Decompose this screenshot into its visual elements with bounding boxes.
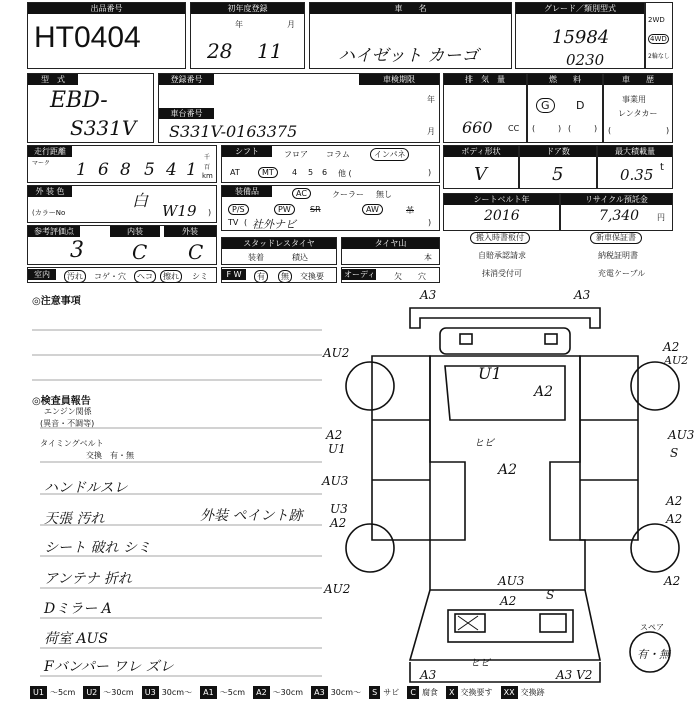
damage-mark: AU2 [324,582,351,596]
note-line: アンテナ 折れ [44,571,132,587]
engine-label: エンジン関係 [44,407,92,416]
interior-burn: コゲ・穴 [94,272,126,281]
displacement-value: 660 [462,118,493,137]
legend-desc: 〜30cm [272,688,304,697]
damage-mark: A2 [663,340,680,354]
fuel-paren-close-1: ) [558,124,562,133]
fuel-g: G [536,98,555,113]
grade-box [515,2,645,69]
car-name-box [309,2,512,69]
damage-mark: A2 [666,512,683,526]
shift-5: 5 [308,168,314,177]
model-box [27,73,154,143]
legend-code: A2 [253,686,270,699]
legend-desc: 交換跡 [520,688,545,697]
mileage-digit: 6 [98,160,109,180]
recycle-box [560,193,673,231]
equipment-box [221,185,440,231]
audio-label: オーディオ [344,270,384,279]
first-registration-month: 11 [257,39,283,63]
damage-mark: U1 [328,442,346,456]
door-box [519,145,597,189]
body-shape-box [443,145,519,189]
mileage-digit: 1 [186,160,197,180]
chassis-label: 車台番号 [159,108,214,119]
legend-desc: 交換要す [460,688,493,697]
mileage-digit: 8 [120,160,131,180]
audio-hole: 穴 [418,272,426,281]
usage-paren-close: ) [666,126,670,135]
equipment-label: 装備品 [222,186,272,197]
damage-mark: A2 [500,594,517,608]
note-line: Fバンパー ワレ ズレ [44,659,174,675]
door-label: ドア数 [520,146,596,157]
first-registration-year: 28 [207,39,233,63]
interior-condition-box [27,267,217,283]
mileage-digit: 4 [166,160,177,180]
legend-code: U3 [142,686,159,699]
interior-grade-value: C [132,240,148,264]
recycle-value: 7,340 [599,208,640,224]
car-name-label: 車 名 [310,3,511,14]
shift-box [221,145,440,183]
recycle-label: リサイクル預託金 [561,194,672,205]
legend-code: C [407,686,419,699]
recycle-unit: 円 [657,213,665,222]
damage-mark: A2 [534,384,554,400]
tire-label: タイヤ山 [342,238,439,249]
load-unit: t [660,162,664,173]
studless-label: スタッドレスタイヤ [222,238,336,249]
mileage-side-2: 百 [204,164,211,171]
mileage-box [27,145,217,183]
color-no-close: ) [208,208,212,217]
mileage-digit: 5 [144,160,155,180]
registration-label: 登録番号 [159,74,214,85]
damage-mark: A2 [664,574,681,588]
fw-replace: 交換要 [300,272,324,281]
shift-column: コラム [326,150,350,159]
displacement-unit: CC [508,124,520,133]
damage-mark: S [546,588,555,602]
equip-pw: PW [274,204,295,215]
usage-paren-open: ( [608,126,612,135]
note-line: シート 破れ シミ [44,540,151,556]
studless-mounted: 装着 [248,253,264,262]
equip-tv-prefix: TV [228,218,239,227]
fuel-d: D [576,99,585,112]
shift-other: 他 ( [338,169,352,178]
fuel-paren-open-2: ( [568,124,572,133]
exterior-grade-value: C [188,240,204,264]
model-label: 型 式 [28,74,78,85]
color-no-label: (カラーNo [32,209,66,217]
interior-dent: ヘコ [134,270,156,283]
legend-desc: サビ [383,688,400,697]
equip-none: 無し [376,190,392,199]
drive-4wd: 4WD [650,35,667,43]
car-name-value: ハイゼット カーゴ [338,46,479,66]
usage-box [603,73,673,143]
shift-label: シフト [222,146,272,157]
spare-label: スペア [640,623,664,632]
fuel-box [527,73,603,143]
lot-number: HT0404 [34,21,141,54]
studless-loaded: 積込 [292,253,308,262]
fuel-paren-open-1: ( [532,124,536,133]
mileage-label: 走行距離 [28,146,72,157]
document-badges [452,232,672,282]
caution-title: ◎注意事項 [32,296,81,307]
tire-box [341,237,440,265]
damage-mark: A2 [330,516,347,530]
damage-mark: A2 [326,428,343,442]
interior-grade-label: 内装 [110,226,160,237]
legend-desc: 〜5cm [219,688,246,697]
damage-mark: AU3 [668,428,695,442]
body-shape-label: ボディ形状 [444,146,518,157]
legend-desc: 30cm〜 [161,688,193,697]
engine-sub: (異音・不調等) [40,419,95,428]
displacement-label: 排 気 量 [444,74,526,85]
score-label: 参考評価点 [28,226,80,237]
badge-charging-cable: 充電ケーブル [598,269,646,278]
legend-code: S [369,686,380,699]
damage-mark: AU2 [664,354,689,367]
timing-label: タイミングベルト [40,439,104,448]
grade-value: 15984 [552,27,610,48]
audio-box [341,267,440,283]
mileage-digit: 1 [76,160,87,180]
damage-mark: U3 [330,502,348,516]
usage-business: 事業用 [622,95,646,104]
damage-mark: A2 [498,462,518,478]
damage-mark: ヒビ [474,438,494,449]
legend-code: A3 [311,686,328,699]
color-box [27,185,217,223]
fw-no: 無 [278,270,292,283]
interior-dirt: 汚れ [64,270,86,283]
interior-stain: シミ [192,272,208,281]
exterior-grade-label: 外装 [164,226,216,237]
damage-mark: ヒビ [470,658,490,669]
equip-ac: AC [292,188,311,199]
grade-sub: 0230 [566,51,605,69]
model-value-1: EBD- [50,88,108,113]
registration-box [158,73,440,143]
first-registration-box [190,2,305,69]
seatbelt-value: 2016 [484,208,520,224]
legend-desc: 30cm〜 [330,688,362,697]
tire-count-unit: 本 [424,253,432,262]
month-unit: 月 [287,20,295,29]
damage-mark: S [670,446,679,460]
shift-6: 6 [322,168,328,177]
equip-sr: SR [310,205,321,214]
damage-mark: AU3 [498,574,525,588]
body-shape-value: V [474,164,487,185]
first-registration-label: 初年度登録 [191,3,304,14]
usage-rental: レンタカー [618,109,658,118]
damage-mark: A3 V2 [556,668,593,682]
usage-label: 車 歴 [604,74,672,85]
studless-box [221,237,337,265]
fw-label: F W [222,269,246,280]
inspection-year-unit: 年 [427,95,435,104]
lot-box [27,2,186,69]
damage-mark: AU2 [323,346,350,360]
legend-code: U2 [83,686,100,699]
score-box [27,225,217,265]
seatbelt-label: シートベルト年 [444,194,559,205]
equip-ps: P/S [228,204,249,215]
equip-leather: 革 [406,206,414,215]
displacement-box [443,73,527,143]
legend-code: X [446,686,457,699]
timing-options: 交換 有・無 [86,451,134,460]
legend-desc: 〜30cm [103,688,134,697]
interior-tear: 擦れ [160,270,182,283]
shift-4: 4 [292,168,298,177]
fuel-label: 燃 料 [528,74,602,85]
badge-deregistration: 抹消受付可 [482,269,522,278]
model-value-2: S331V [70,116,137,140]
equip-navi: 社外ナビ [252,218,296,231]
damage-mark: AU3 [322,474,349,488]
color-value: 白 [132,191,149,210]
damage-mark: A3 [420,668,437,682]
color-no-value: W19 [162,202,197,220]
seatbelt-box [443,193,560,231]
load-label: 最大積載量 [598,146,672,157]
note-line: 荷室 AUS [44,631,108,647]
mileage-unit: km [202,172,213,180]
note-line: 天張 汚れ [44,511,105,527]
fuel-paren-close-2: ) [594,124,598,133]
audio-missing: 欠 [394,272,402,281]
drive-none: 2輪なし [648,53,670,60]
drive-2wd: 2WD [648,16,665,24]
legend-desc: 腐食 [421,688,438,697]
interior-condition-label: 室内 [28,269,56,280]
color-label: 外 装 色 [28,186,72,197]
shift-at: AT [230,168,240,177]
shift-mt: MT [258,167,278,178]
damage-mark: A3 [420,288,437,302]
damage-mark: A2 [666,494,683,508]
shift-instpanel: インパネ [370,148,409,161]
inspection-month-unit: 月 [427,127,435,136]
load-value: 0.35 [620,166,654,184]
badge-insurance: 自賠承認請求 [478,251,526,260]
shift-floor: フロア [284,150,308,159]
load-box [597,145,673,189]
inspector-title: ◎検査員報告 [32,396,91,407]
shift-close: ) [428,168,432,177]
damage-legend [30,686,675,705]
legend-code: XX [501,686,518,699]
badge-inspection-cert: 搬入時書板付 [470,232,530,244]
damage-mark: A3 [574,288,591,302]
equip-cooler: クーラー [332,190,364,199]
badge-tax-cert: 納税証明書 [598,251,638,260]
inspection-label: 車検期限 [359,74,439,85]
lot-label: 出品番号 [28,3,185,14]
legend-code: A1 [200,686,217,699]
legend-code: U1 [30,686,47,699]
spare-value: 有・無 [637,648,670,661]
note-line: Dミラー A [44,601,112,617]
fw-box [221,267,337,283]
equip-paren-open: ( [244,218,248,227]
mileage-side-1: 千 [204,154,211,161]
drive-box [645,2,673,69]
door-value: 5 [552,164,564,185]
equip-aw: AW [362,204,383,215]
damage-mark: U1 [478,364,502,383]
grade-label: グレード／類別型式 [516,3,644,14]
score-value: 3 [70,238,84,263]
chassis-value: S331V-0163375 [169,122,298,141]
year-unit: 年 [235,20,243,29]
note-line: ハンドルスレ [44,480,128,496]
badge-warranty: 新車保証書 [590,232,642,244]
note-line: 外装 ペイント跡 [200,508,303,524]
legend-desc: 〜5cm [49,688,76,697]
mileage-mark: マーク [32,160,51,167]
fw-yes: 有 [254,270,268,283]
equip-paren-close: ) [428,218,432,227]
